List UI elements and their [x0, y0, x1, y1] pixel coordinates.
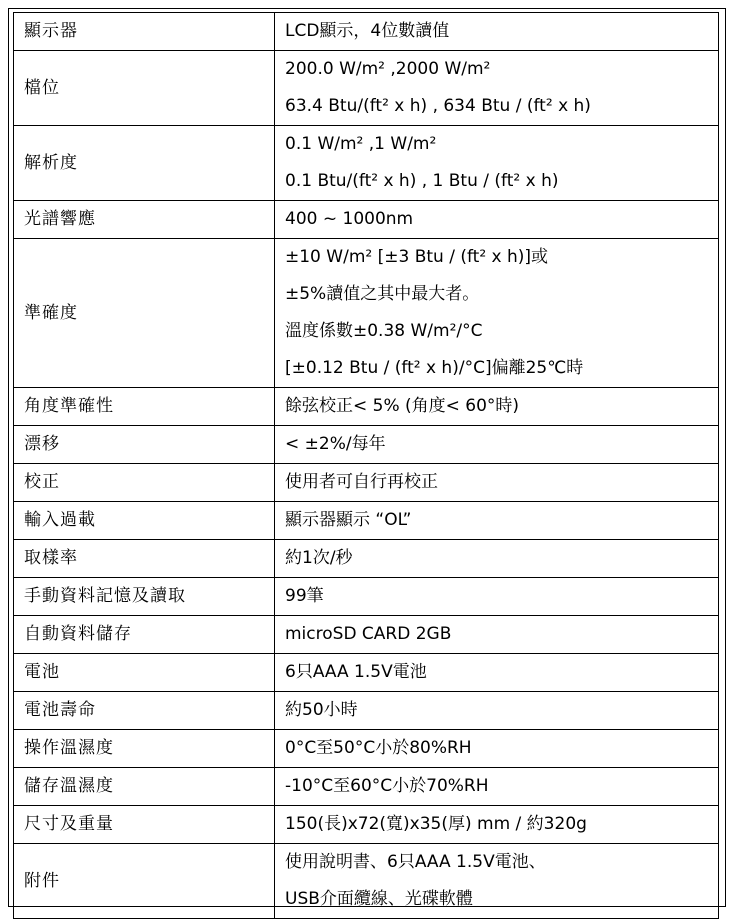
value-line: 約1次/秒: [285, 548, 353, 568]
table-row: [14, 768, 719, 806]
row-label: 角度準確性: [14, 388, 275, 426]
row-label: 檔位: [14, 51, 275, 126]
value-line: 400 ~ 1000nm: [285, 209, 414, 229]
value-line: USB介面纜線、光碟軟體: [285, 889, 473, 909]
row-label: 附件: [14, 844, 275, 919]
row-value: [275, 426, 719, 464]
table-row: [14, 126, 719, 201]
value-line: 0°C至50°C小於80%RH: [285, 738, 472, 758]
value-line: < ±2%/每年: [285, 434, 386, 454]
table-row: [14, 201, 719, 239]
row-label: 儲存溫濕度: [14, 768, 275, 806]
row-label: 校正: [14, 464, 275, 502]
value-line: microSD CARD 2GB: [285, 624, 452, 644]
row-label: 自動資料儲存: [14, 616, 275, 654]
table-row: [14, 388, 719, 426]
row-value: [275, 730, 719, 768]
value-line: 0.1 Btu/(ft² x h) , 1 Btu / (ft² x h): [285, 171, 559, 191]
value-line: 溫度係數±0.38 W/m²/°C: [285, 321, 483, 341]
table-row: [14, 578, 719, 616]
table-row: [14, 51, 719, 126]
value-line: LCD顯示，4位數讀值: [285, 21, 450, 41]
table-row: [14, 692, 719, 730]
row-value: [275, 692, 719, 730]
table-row: [14, 616, 719, 654]
row-value: [275, 540, 719, 578]
value-line: 使用者可自行再校正: [285, 472, 438, 492]
value-line: ±5%讀值之其中最大者。: [285, 284, 480, 304]
row-label: 輸入過載: [14, 502, 275, 540]
row-label: 手動資料記憶及讀取: [14, 578, 275, 616]
table-row: [14, 502, 719, 540]
row-value: [275, 51, 719, 126]
row-label: 電池: [14, 654, 275, 692]
value-line: -10°C至60°C小於70%RH: [285, 776, 489, 796]
value-line: [±0.12 Btu / (ft² x h)/°C]偏離25℃時: [285, 358, 584, 378]
row-value: [275, 201, 719, 239]
spec-table: [13, 12, 719, 919]
value-line: 150(長)x72(寬)x35(厚) mm / 約320g: [285, 814, 587, 834]
table-row: [14, 806, 719, 844]
row-value: [275, 806, 719, 844]
row-value: [275, 616, 719, 654]
row-value: [275, 768, 719, 806]
row-label: 漂移: [14, 426, 275, 464]
row-label: 準確度: [14, 239, 275, 388]
value-line: ±10 W/m² [±3 Btu / (ft² x h)]或: [285, 247, 549, 267]
value-line: 0.1 W/m² ,1 W/m²: [285, 134, 437, 154]
row-label: 尺寸及重量: [14, 806, 275, 844]
row-value: [275, 464, 719, 502]
row-label: 電池壽命: [14, 692, 275, 730]
table-row: [14, 844, 719, 919]
value-line: 63.4 Btu/(ft² x h) , 634 Btu / (ft² x h): [285, 96, 591, 116]
row-value: [275, 388, 719, 426]
value-line: 顯示器顯示 “OL”: [285, 510, 412, 530]
row-label: 操作溫濕度: [14, 730, 275, 768]
value-line: 6只AAA 1.5V電池: [285, 662, 427, 682]
row-value: [275, 13, 719, 51]
table-row: [14, 13, 719, 51]
table-row: [14, 730, 719, 768]
table-row: [14, 654, 719, 692]
row-label: 光譜響應: [14, 201, 275, 239]
value-line: 餘弦校正< 5% (角度< 60°時): [285, 396, 520, 416]
value-line: 約50小時: [285, 700, 358, 720]
row-value: [275, 654, 719, 692]
value-line: 使用說明書、6只AAA 1.5V電池、: [285, 852, 546, 872]
row-value: [275, 239, 719, 388]
table-row: [14, 239, 719, 388]
value-line: 200.0 W/m² ,2000 W/m²: [285, 59, 491, 79]
row-value: [275, 126, 719, 201]
table-row: [14, 426, 719, 464]
row-label: 取樣率: [14, 540, 275, 578]
row-label: 解析度: [14, 126, 275, 201]
row-value: [275, 502, 719, 540]
row-value: [275, 578, 719, 616]
table-row: [14, 540, 719, 578]
row-label: 顯示器: [14, 13, 275, 51]
table-row: [14, 464, 719, 502]
value-line: 99筆: [285, 586, 324, 606]
row-value: [275, 844, 719, 919]
